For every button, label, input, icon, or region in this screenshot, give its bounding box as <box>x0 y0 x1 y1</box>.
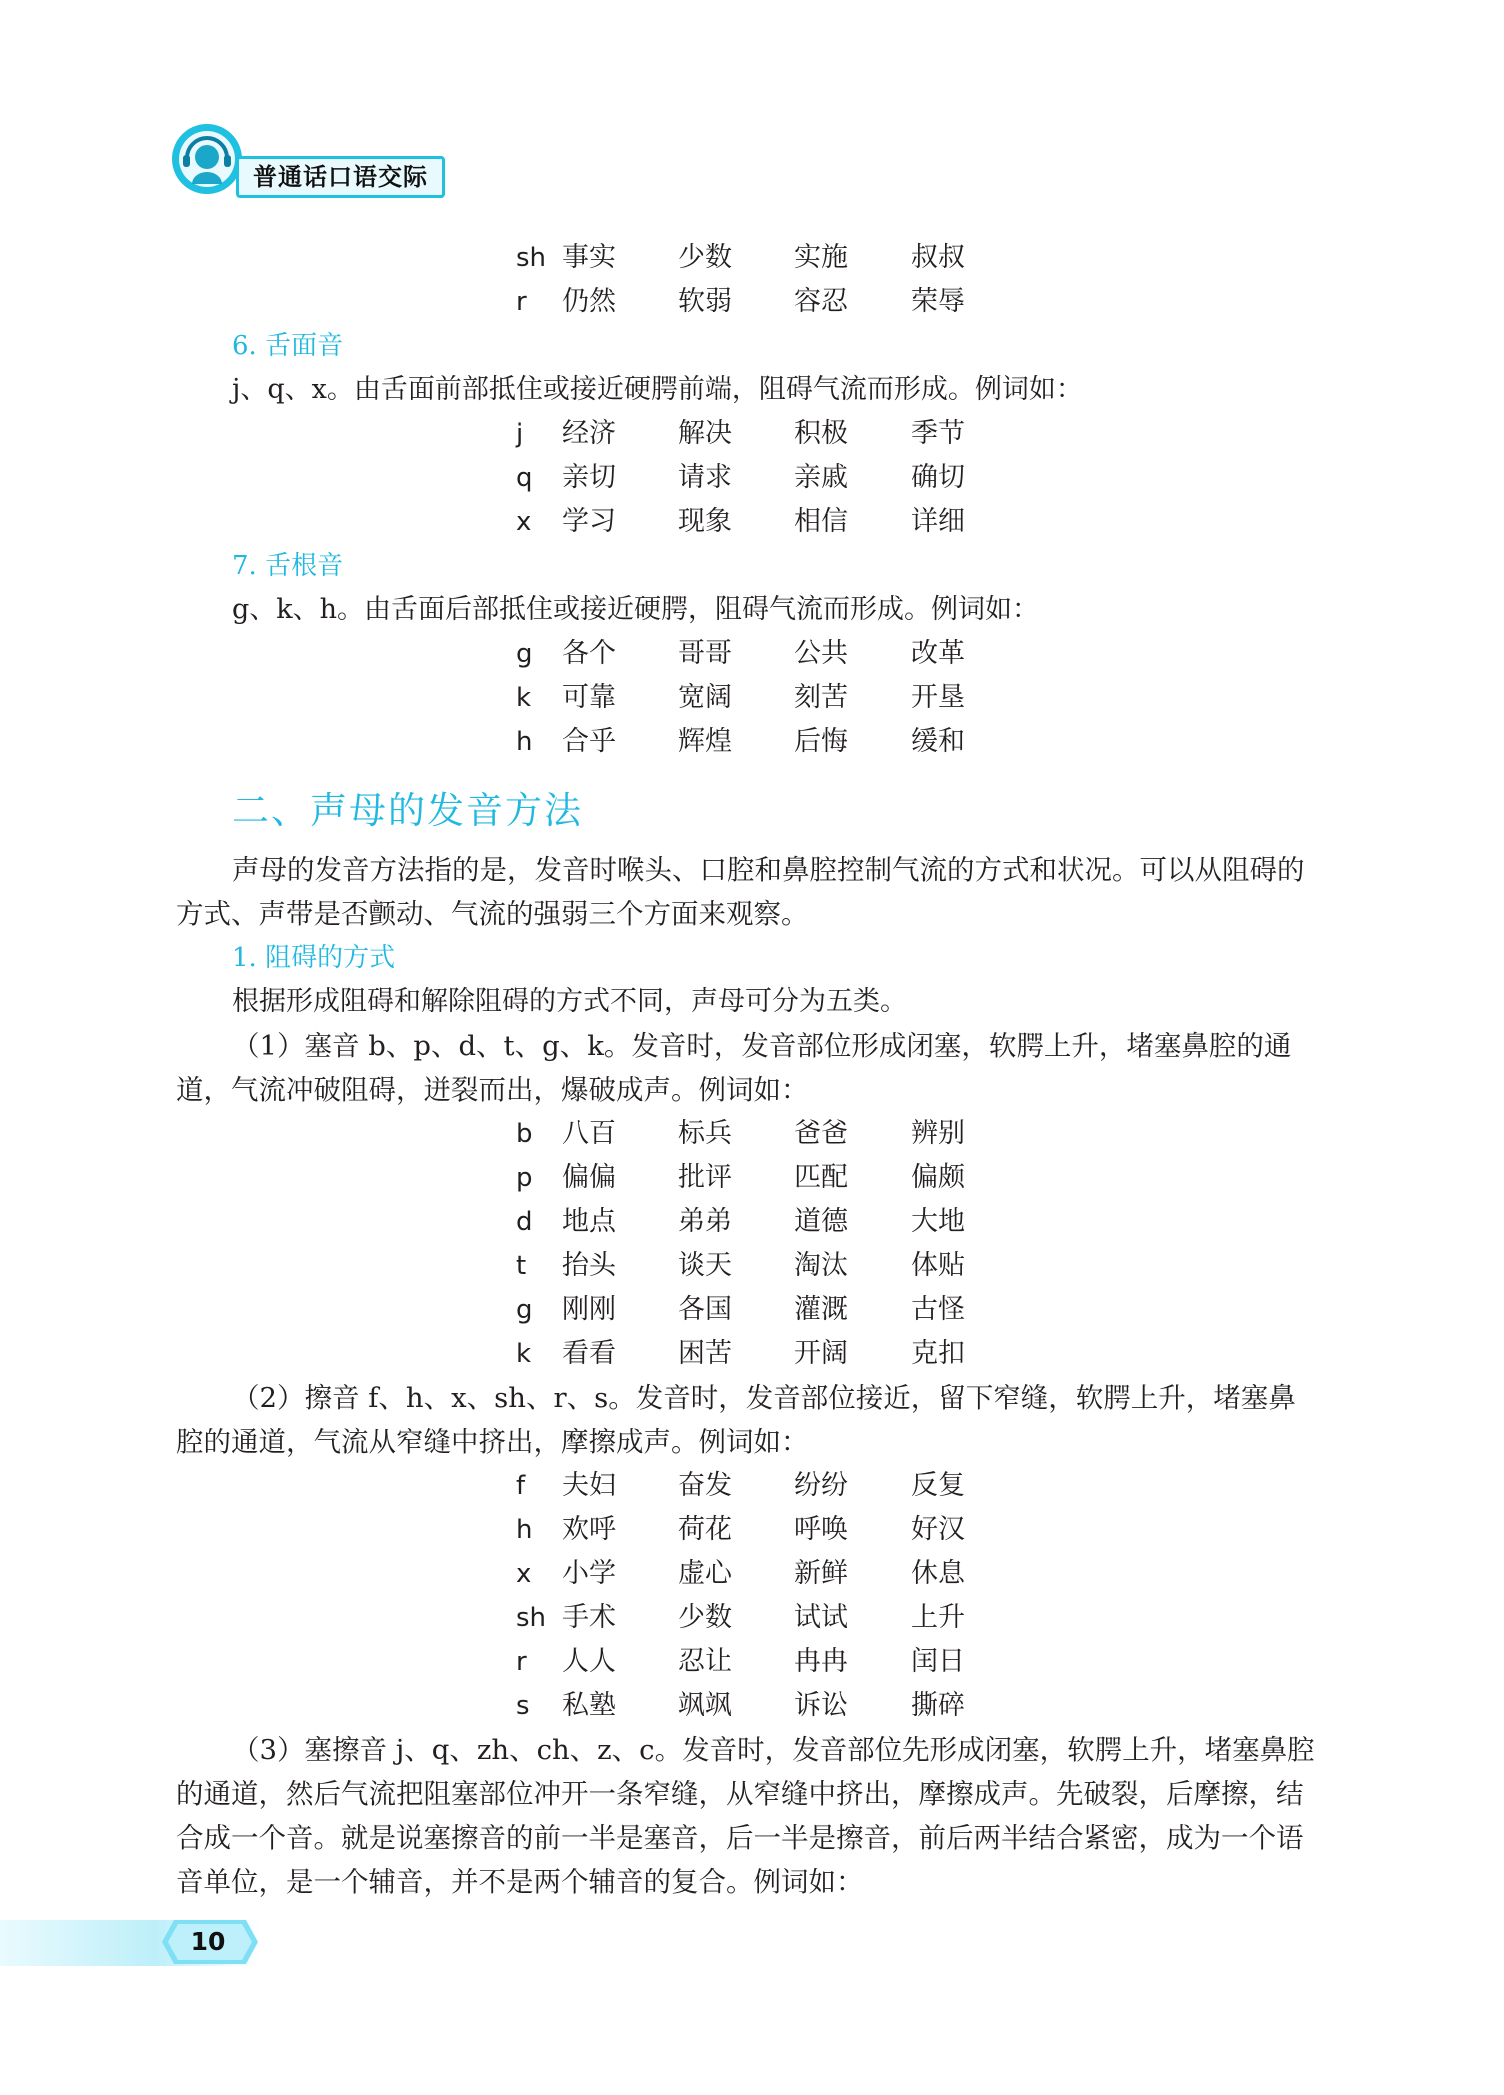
paragraph: （1）塞音 b、p、d、t、g、k。发音时，发音部位形成闭塞，软腭上升，堵塞鼻腔的通道，气流冲破阻碍，迸裂而出，爆破成声。例词如： <box>176 1030 1292 1106</box>
example-word: 刻苦 <box>794 682 848 713</box>
initial-code: g <box>516 1295 533 1325</box>
example-word: 亲戚 <box>794 462 848 493</box>
example-word: 开垦 <box>911 682 965 713</box>
example-word: 闰日 <box>911 1646 965 1677</box>
example-word: 各个 <box>562 638 616 669</box>
example-word: 相信 <box>794 506 848 537</box>
example-word: 批评 <box>678 1162 732 1193</box>
paragraph: （2）擦音 f、h、x、sh、r、s。发音时，发音部位接近，留下窄缝，软腭上升，堵塞鼻腔的通道，气流从窄缝中挤出，摩擦成声。例词如： <box>176 1382 1296 1458</box>
initial-code: q <box>516 463 533 493</box>
example-word: 奋发 <box>678 1470 732 1501</box>
example-row <box>516 236 1036 280</box>
example-row <box>516 632 1036 676</box>
example-word: 弟弟 <box>678 1206 732 1237</box>
example-word: 少数 <box>678 242 732 273</box>
example-word: 开阔 <box>794 1338 848 1369</box>
example-word: 飒飒 <box>678 1690 732 1721</box>
example-word: 试试 <box>794 1602 848 1633</box>
example-row <box>516 1464 1036 1508</box>
example-word: 积极 <box>794 418 848 449</box>
example-word: 好汉 <box>911 1514 965 1545</box>
example-word: 刚刚 <box>562 1294 616 1325</box>
example-word: 荷花 <box>678 1514 732 1545</box>
example-word: 休息 <box>911 1558 965 1589</box>
example-word: 详细 <box>911 506 965 537</box>
paragraph: g、k、h。由舌面后部抵住或接近硬腭，阻碍气流而形成。例词如： <box>232 594 1040 625</box>
example-word: 辉煌 <box>678 726 732 757</box>
initial-code: h <box>516 1515 533 1545</box>
example-word: 谈天 <box>678 1250 732 1281</box>
example-word: 亲切 <box>562 462 616 493</box>
initial-code: h <box>516 727 533 757</box>
initial-code: sh <box>516 243 547 273</box>
example-word: 改革 <box>911 638 965 669</box>
example-word: 季节 <box>911 418 965 449</box>
example-row <box>516 1552 1036 1596</box>
example-word: 软弱 <box>678 286 732 317</box>
example-word: 古怪 <box>911 1294 965 1325</box>
example-word: 小学 <box>562 1558 616 1589</box>
initial-code: k <box>516 1339 532 1369</box>
initial-code: t <box>516 1251 527 1281</box>
example-word: 匹配 <box>794 1162 848 1193</box>
example-row <box>516 1112 1036 1156</box>
paragraph: 声母的发音方法指的是，发音时喉头、口腔和鼻腔控制气流的方式和状况。可以从阻碍的方式、声带是否颤动、气流的强弱三个方面来观察。 <box>176 854 1305 930</box>
example-word: 克扣 <box>911 1338 965 1369</box>
book-title: 普通话口语交际 <box>236 156 445 198</box>
example-word: 公共 <box>794 638 848 669</box>
example-word: 反复 <box>911 1470 965 1501</box>
paragraph: 根据形成阻碍和解除阻碍的方式不同，声母可分为五类。 <box>232 986 907 1017</box>
example-row <box>516 720 1036 764</box>
example-word: 八百 <box>562 1118 616 1149</box>
example-word: 实施 <box>794 242 848 273</box>
example-word: 经济 <box>562 418 616 449</box>
section-heading: 二、声母的发音方法 <box>232 789 583 832</box>
example-word: 现象 <box>678 506 732 537</box>
example-word: 事实 <box>562 242 616 273</box>
example-word: 各国 <box>678 1294 732 1325</box>
example-word: 撕碎 <box>911 1690 965 1721</box>
example-row <box>516 1200 1036 1244</box>
initial-code: f <box>516 1471 526 1501</box>
example-word: 标兵 <box>678 1118 732 1149</box>
initial-code: x <box>516 507 532 537</box>
example-word: 请求 <box>678 462 732 493</box>
paragraph: （3）塞擦音 j、q、zh、ch、z、c。发音时，发音部位先形成闭塞，软腭上升，堵塞鼻腔的通道，然后气流把阻塞部位冲开一条窄缝，从窄缝中挤出，摩擦成声。先破裂，后摩擦，结合成一个音。就是说塞擦音的前一半是塞音，后一半是擦音，前后两半结合紧密，成为一个语音单位，是一个辅音，并不是两个辅音的复合。例词如： <box>176 1734 1315 1898</box>
example-word: 忍让 <box>678 1646 732 1677</box>
initial-code: k <box>516 683 532 713</box>
example-word: 仍然 <box>562 286 616 317</box>
example-word: 淘汰 <box>794 1250 848 1281</box>
page-header <box>170 122 470 202</box>
example-word: 叔叔 <box>911 242 965 273</box>
example-row <box>516 280 1036 324</box>
example-word: 欢呼 <box>562 1514 616 1545</box>
example-word: 呼唤 <box>794 1514 848 1545</box>
example-word: 虚心 <box>678 1558 732 1589</box>
initial-code: sh <box>516 1603 547 1633</box>
initial-code: s <box>516 1691 530 1721</box>
initial-code: b <box>516 1119 533 1149</box>
example-word: 学习 <box>562 506 616 537</box>
example-word: 冉冉 <box>794 1646 848 1677</box>
example-word: 抬头 <box>562 1250 616 1281</box>
example-word: 哥哥 <box>678 638 732 669</box>
example-word: 确切 <box>911 462 965 493</box>
example-word: 诉讼 <box>794 1690 848 1721</box>
example-row <box>516 1244 1036 1288</box>
example-word: 夫妇 <box>562 1470 616 1501</box>
example-row <box>516 456 1036 500</box>
example-row <box>516 1332 1036 1376</box>
paragraph: j、q、x。由舌面前部抵住或接近硬腭前端，阻碍气流而形成。例词如： <box>232 374 1083 405</box>
example-word: 偏偏 <box>562 1162 616 1193</box>
example-word: 辨别 <box>911 1118 965 1149</box>
example-word: 纷纷 <box>794 1470 848 1501</box>
example-word: 解决 <box>678 418 732 449</box>
initial-code: p <box>516 1163 533 1193</box>
example-word: 体贴 <box>911 1250 965 1281</box>
example-row <box>516 500 1036 544</box>
example-word: 宽阔 <box>678 682 732 713</box>
initial-code: x <box>516 1559 532 1589</box>
example-word: 上升 <box>911 1602 965 1633</box>
example-word: 新鲜 <box>794 1558 848 1589</box>
example-row <box>516 1596 1036 1640</box>
example-word: 大地 <box>911 1206 965 1237</box>
example-word: 人人 <box>562 1646 616 1677</box>
initial-code: r <box>516 1647 527 1677</box>
initial-code: g <box>516 639 533 669</box>
example-word: 容忍 <box>794 286 848 317</box>
example-word: 灌溉 <box>794 1294 848 1325</box>
example-row <box>516 1288 1036 1332</box>
subsection-heading: 6. 舌面音 <box>232 331 344 361</box>
example-word: 缓和 <box>911 726 965 757</box>
example-row <box>516 1684 1036 1728</box>
subsection-heading: 1. 阻碍的方式 <box>232 943 396 973</box>
example-word: 爸爸 <box>794 1118 848 1149</box>
example-row <box>516 1508 1036 1552</box>
example-word: 可靠 <box>562 682 616 713</box>
example-word: 少数 <box>678 1602 732 1633</box>
example-row <box>516 1156 1036 1200</box>
example-word: 合乎 <box>562 726 616 757</box>
initial-code: j <box>516 419 524 449</box>
example-word: 地点 <box>562 1206 616 1237</box>
example-word: 困苦 <box>678 1338 732 1369</box>
example-word: 手术 <box>562 1602 616 1633</box>
example-row <box>516 1640 1036 1684</box>
subsection-heading: 7. 舌根音 <box>232 551 344 581</box>
example-row <box>516 676 1036 720</box>
initial-code: d <box>516 1207 533 1237</box>
example-word: 后悔 <box>794 726 848 757</box>
initial-code: r <box>516 287 527 317</box>
headset-logo-icon <box>170 122 244 196</box>
example-word: 道德 <box>794 1206 848 1237</box>
example-row <box>516 412 1036 456</box>
example-word: 私塾 <box>562 1690 616 1721</box>
example-word: 看看 <box>562 1338 616 1369</box>
page-number: 10 <box>190 1927 226 1956</box>
example-word: 荣辱 <box>911 286 965 317</box>
example-word: 偏颇 <box>911 1162 965 1193</box>
